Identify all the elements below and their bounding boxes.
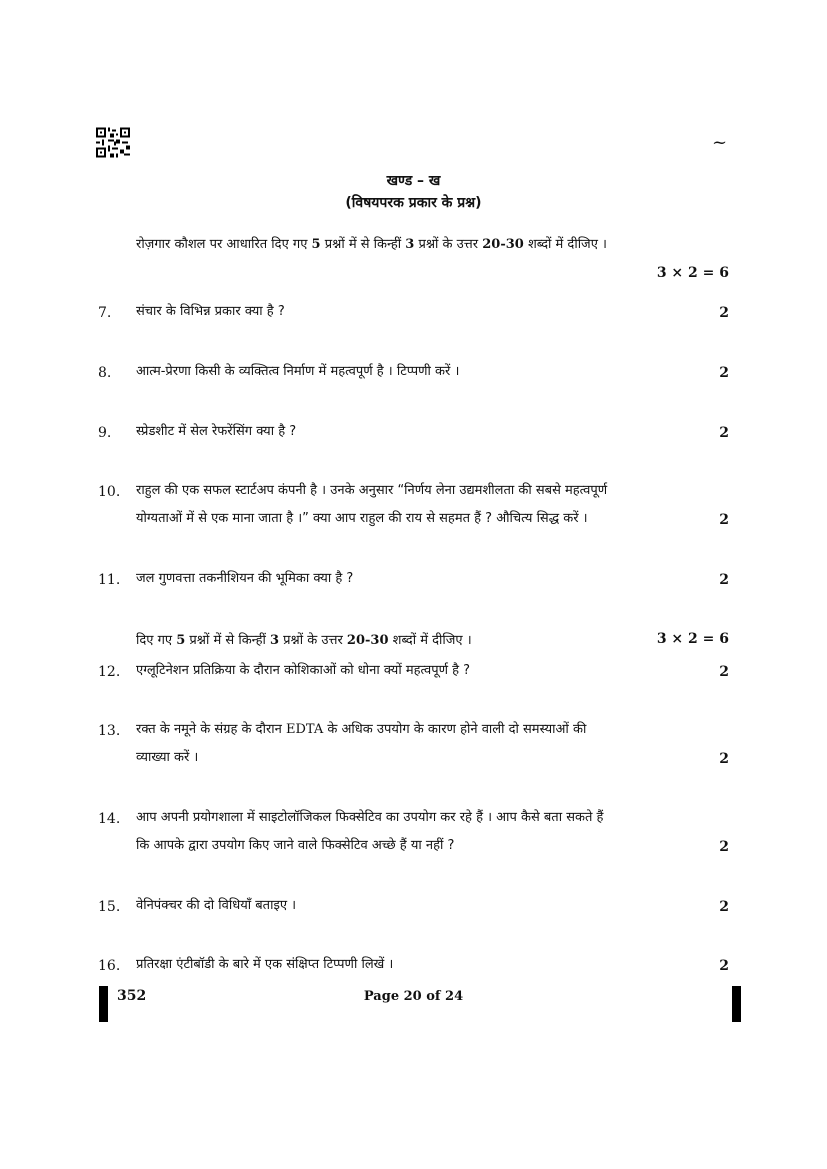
question-text: स्प्रेडशीट में सेल रेफरेंसिंग क्या है ?	[136, 424, 297, 439]
paper-code: 352	[117, 988, 147, 1004]
question-text-line-1: रक्त के नमूने के संग्रह के दौरान EDTA के अधिक उपयोग के कारण होने वाली दो समस्याओं की	[136, 722, 587, 737]
question-number: 15.	[98, 899, 121, 915]
question-number: 11.	[98, 572, 121, 588]
question-marks: 2	[719, 305, 729, 321]
question-text-line-1: राहुल की एक सफल स्टार्टअप कंपनी है । उनके अनुसार “निर्णय लेना उद्यमशीलता की सबसे महत्वपूर्ण	[136, 483, 608, 498]
marks-summary-2: 3 × 2 = 6	[656, 631, 729, 647]
page-number: Page 20 of 24	[363, 989, 464, 1004]
question-marks: 2	[719, 664, 729, 680]
question-marks: 2	[719, 572, 729, 588]
question-text-line-2: व्याख्या करें ।	[136, 750, 199, 765]
question-text-line-2: कि आपके द्वारा उपयोग किए जाने वाले फिक्सेटिव अच्छे हैं या नहीं ?	[136, 838, 455, 853]
question-marks: 2	[719, 512, 729, 528]
question-text-line-1: आप अपनी प्रयोगशाला में साइटोलॉजिकल फिक्सेटिव का उपयोग कर रहे हैं । आप कैसे बता सकते हैं	[136, 810, 604, 825]
question-marks: 2	[719, 958, 729, 974]
question-number: 12.	[98, 664, 121, 680]
footer-bar-right	[732, 986, 741, 1022]
question-number: 10.	[98, 484, 121, 500]
instruction-block-2: दिए गए 5 प्रश्नों में से किन्हीं 3 प्रश्नों के उत्तर 20-30 शब्दों में दीजिए ।	[136, 633, 472, 648]
question-text-line-2: योग्यताओं में से एक माना जाता है ।” क्या आप राहुल की राय से सहमत हैं ? औचित्य सिद्ध करें ।	[136, 511, 588, 526]
question-text: जल गुणवत्ता तकनीशियन की भूमिका क्या है ?	[136, 571, 354, 586]
question-marks: 2	[719, 365, 729, 381]
qr-code-icon	[96, 127, 130, 158]
question-marks: 2	[719, 751, 729, 767]
question-text: संचार के विभिन्न प्रकार क्या है ?	[136, 304, 285, 319]
instruction-block-1: रोज़गार कौशल पर आधारित दिए गए 5 प्रश्नों में से किन्हीं 3 प्रश्नों के उत्तर 20-30 शब्दों में दीजिए ।	[136, 237, 607, 252]
question-number: 13.	[98, 723, 121, 739]
question-text: वेनिपंक्चर की दो विधियाँ बताइए ।	[136, 898, 297, 913]
question-number: 7.	[98, 305, 112, 321]
section-title: खण्ड – ख	[386, 173, 441, 189]
question-text: एग्लूटिनेशन प्रतिक्रिया के दौरान कोशिकाओं को धोना क्यों महत्वपूर्ण है ?	[136, 663, 471, 678]
question-text: आत्म-प्रेरणा किसी के व्यक्तित्व निर्माण में महत्वपूर्ण है । टिप्पणी करें ।	[136, 364, 460, 379]
marks-summary-1: 3 × 2 = 6	[656, 265, 729, 281]
question-number: 16.	[98, 958, 121, 974]
question-number: 8.	[98, 365, 112, 381]
question-marks: 2	[719, 425, 729, 441]
question-number: 14.	[98, 811, 121, 827]
question-marks: 2	[719, 839, 729, 855]
question-marks: 2	[719, 899, 729, 915]
section-subtitle: (विषयपरक प्रकार के प्रश्न)	[345, 195, 482, 211]
question-number: 9.	[98, 425, 112, 441]
question-text: प्रतिरक्षा एंटीबॉडी के बारे में एक संक्षिप्त टिप्पणी लिखें ।	[136, 957, 394, 972]
corner-mark: ~	[712, 132, 728, 153]
